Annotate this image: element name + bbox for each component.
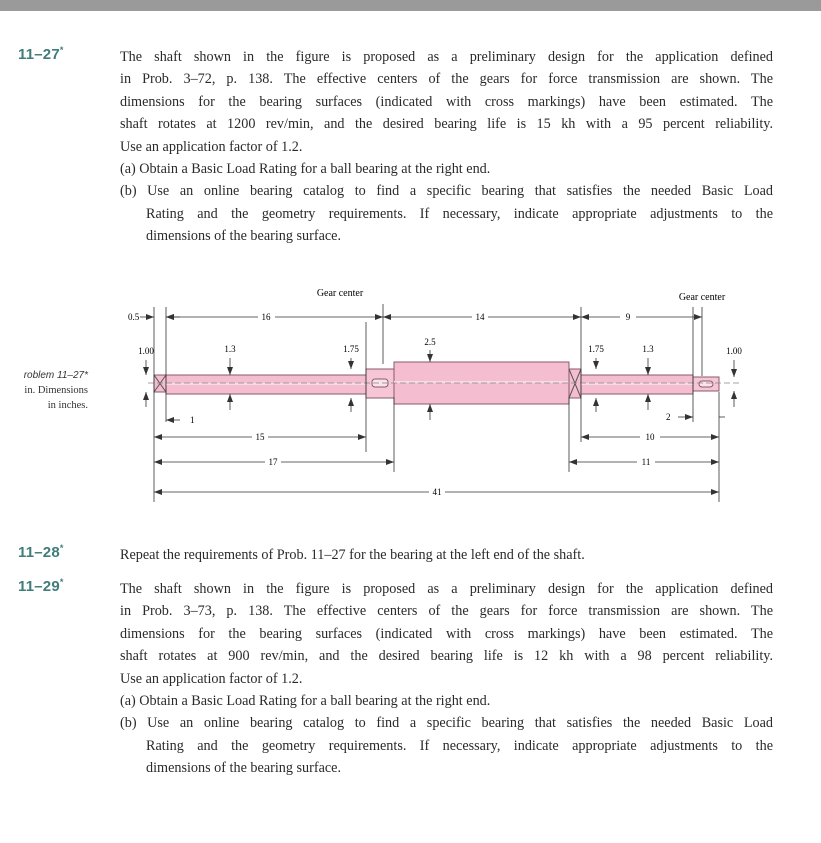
dim-16: 16: [261, 312, 271, 322]
dia-1.3-right: 1.3: [642, 344, 654, 354]
dia-1.00-left: 1.00: [138, 346, 154, 356]
dia-1.3-left: 1.3: [224, 344, 236, 354]
gear-center-left-label: Gear center: [316, 288, 364, 299]
part-b: (b) Use an online bearing catalog to find a specific bearing that satisfies the needed Basic Load: [120, 715, 773, 732]
problem-11-27-text: The shaft shown in the figure is proposed as a preliminary design for the application defined in Prob. 3–72, p. 138. The effective centers of the gears for force transmission are shown. The dimensions for the bearing surfaces (indicated with cross markings) have been estimated. The shaft rotates at 1200 rev/min, and the desired bearing life is 15 kh with a 95 percent reliability. Use an application factor of 1.2. (a) Obtain a Basic Load Rating for a ball bearing at the right end. (b) Use an online bearing catalog to find a specific bearing that satisfies the needed Basic Load Rating and the geometry requirements. If necessary, indicate appropriate adjustments to the dimensions of the bearing surface.: [120, 49, 773, 245]
dim-2: 2: [666, 412, 671, 422]
dim-10: 10: [645, 432, 655, 442]
diameter-labels: [138, 337, 742, 356]
dim-14: 14: [475, 312, 485, 322]
dia-1.75-right: 1.75: [588, 344, 604, 354]
part-b: (b) Use an online bearing catalog to find a specific bearing that satisfies the needed Basic Load: [120, 183, 773, 200]
part-a: (a) Obtain a Basic Load Rating for a ball bearing at the right end.: [120, 161, 491, 178]
dim-1: 1: [190, 415, 195, 425]
gear-center-right-label: Gear center: [678, 292, 726, 303]
shaft-body: [148, 362, 740, 404]
dim-15: 15: [255, 432, 265, 442]
problem-11-28-text: Repeat the requirements of Prob. 11–27 for the bearing at the left end of the shaft.: [120, 547, 585, 563]
part-a: (a) Obtain a Basic Load Rating for a ball bearing at the right end.: [120, 693, 491, 710]
dia-1.75-left: 1.75: [343, 344, 359, 354]
shaft-figure: [100, 282, 760, 512]
figure-caption: roblem 11–27* in. Dimensions in inches.: [23, 370, 88, 411]
top-dimensions: [128, 288, 726, 364]
dim-0.5: 0.5: [128, 312, 140, 322]
dim-17: 17: [268, 457, 278, 467]
top-border: [0, 0, 821, 11]
dim-41: 41: [432, 487, 442, 497]
dia-2.5: 2.5: [424, 337, 436, 347]
problem-number-11-27: 11–27*: [18, 45, 64, 63]
problem-11-29-text: The shaft shown in the figure is proposed as a preliminary design for the application defined in Prob. 3–73, p. 138. The effective centers of the gears for force transmission are shown. The dimensions for the bearing surfaces (indicated with cross markings) have been estimated. The shaft rotates at 900 rev/min, and the desired bearing life is 12 kh with a 98 percent reliability. Use an application factor of 1.2. (a) Obtain a Basic Load Rating for a ball bearing at the right end. (b) Use an online bearing catalog to find a specific bearing that satisfies the needed Basic Load Rating and the geometry requirements. If necessary, indicate appropriate adjustments to the dimensions of the bearing surface.: [120, 581, 773, 777]
dim-11: 11: [641, 457, 651, 467]
problem-number-11-28: 11–28*: [18, 543, 64, 561]
dia-1.00-right: 1.00: [726, 346, 742, 356]
dim-9: 9: [625, 312, 631, 322]
problem-number-11-29: 11–29*: [18, 577, 64, 595]
lower-dimensions: [154, 412, 725, 497]
